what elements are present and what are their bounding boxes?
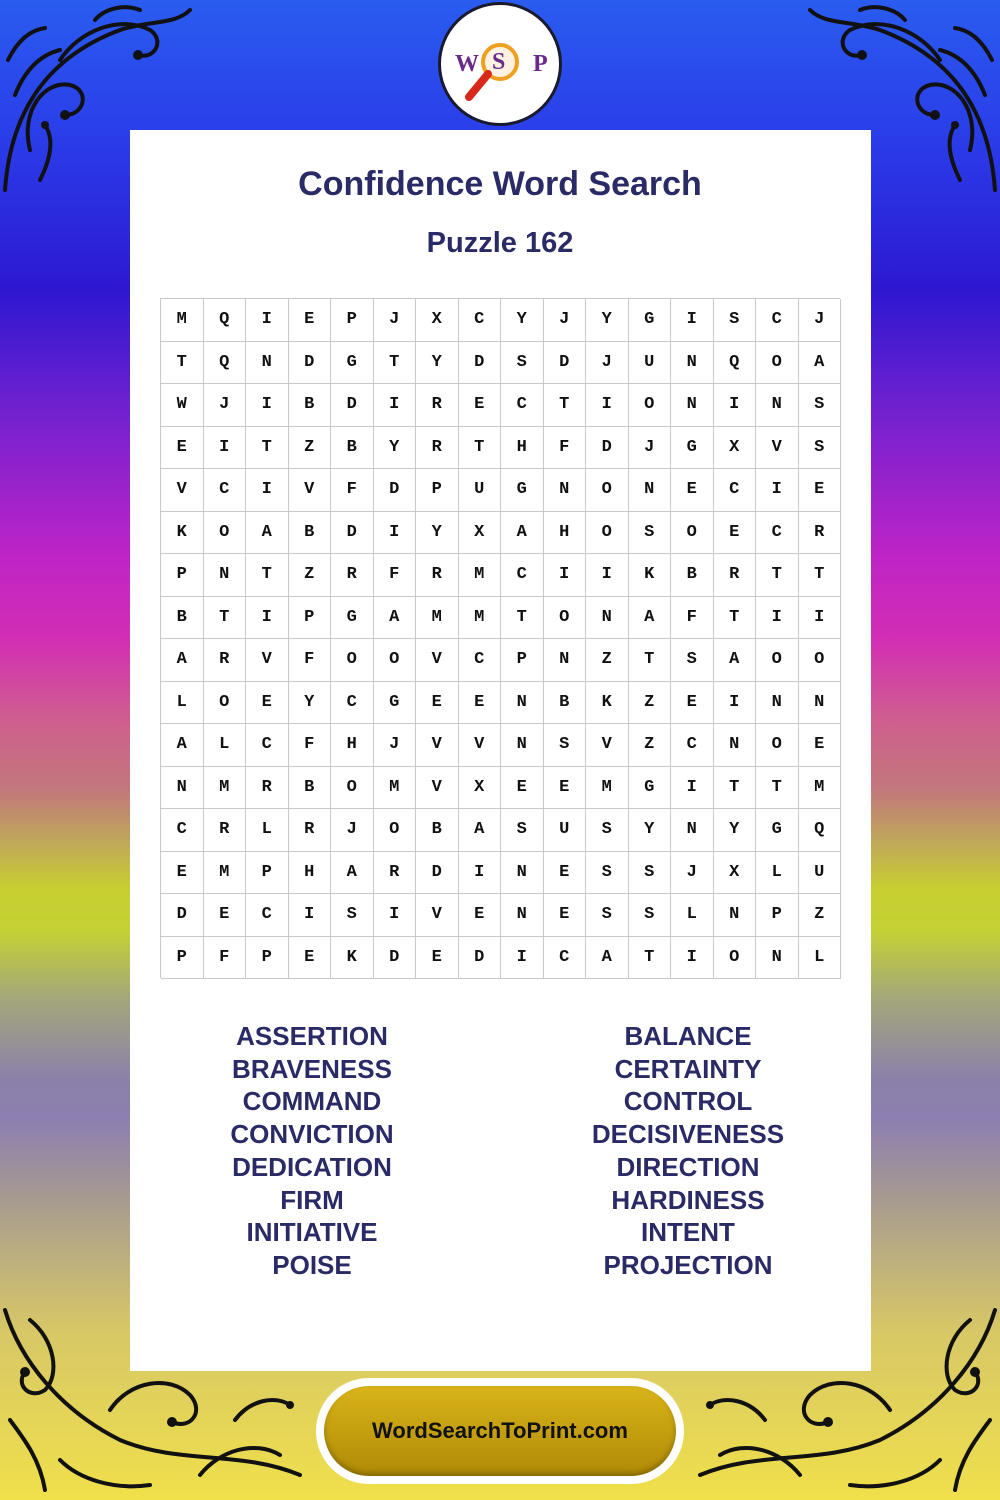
grid-cell[interactable]: N	[161, 767, 204, 810]
grid-cell[interactable]: O	[756, 342, 799, 385]
grid-cell[interactable]: E	[544, 767, 587, 810]
grid-cell[interactable]: N	[544, 639, 587, 682]
grid-cell[interactable]: A	[331, 852, 374, 895]
grid-cell[interactable]: I	[799, 597, 842, 640]
grid-cell[interactable]: F	[204, 937, 247, 980]
grid-cell[interactable]: V	[289, 469, 332, 512]
grid-cell[interactable]: N	[629, 469, 672, 512]
grid-cell[interactable]: F	[331, 469, 374, 512]
grid-cell[interactable]: T	[756, 554, 799, 597]
grid-cell[interactable]: F	[544, 427, 587, 470]
grid-cell[interactable]: S	[629, 512, 672, 555]
grid-cell[interactable]: H	[331, 724, 374, 767]
grid-cell[interactable]: E	[161, 427, 204, 470]
grid-cell[interactable]: Z	[629, 682, 672, 725]
grid-cell[interactable]: T	[629, 639, 672, 682]
word-list-item: INTENT	[641, 1217, 735, 1248]
grid-cell[interactable]: A	[161, 724, 204, 767]
grid-cell[interactable]: Y	[416, 342, 459, 385]
word-list-item: DEDICATION	[232, 1151, 392, 1182]
grid-cell[interactable]: L	[246, 809, 289, 852]
grid-cell[interactable]: O	[671, 512, 714, 555]
grid-cell[interactable]: S	[671, 639, 714, 682]
grid-cell[interactable]: T	[204, 597, 247, 640]
grid-cell[interactable]: R	[204, 639, 247, 682]
grid-cell[interactable]: M	[799, 767, 842, 810]
grid-cell[interactable]: V	[246, 639, 289, 682]
grid-cell[interactable]: S	[331, 894, 374, 937]
grid-cell[interactable]: G	[374, 682, 417, 725]
grid-cell[interactable]: D	[544, 342, 587, 385]
grid-cell[interactable]: M	[586, 767, 629, 810]
grid-cell[interactable]: X	[416, 299, 459, 342]
grid-cell[interactable]: P	[416, 469, 459, 512]
grid-cell[interactable]: T	[161, 342, 204, 385]
grid-cell[interactable]: K	[161, 512, 204, 555]
grid-cell[interactable]: I	[756, 597, 799, 640]
grid-cell[interactable]: I	[289, 894, 332, 937]
grid-cell[interactable]: I	[671, 767, 714, 810]
grid-cell[interactable]: R	[799, 512, 842, 555]
grid-cell[interactable]: N	[501, 852, 544, 895]
grid-cell[interactable]: V	[459, 724, 502, 767]
grid-cell[interactable]: T	[459, 427, 502, 470]
letter-grid[interactable]	[160, 298, 840, 978]
grid-cell[interactable]: J	[629, 427, 672, 470]
grid-cell[interactable]: V	[161, 469, 204, 512]
grid-cell[interactable]: J	[586, 342, 629, 385]
grid-cell[interactable]: S	[629, 894, 672, 937]
grid-cell[interactable]: A	[374, 597, 417, 640]
grid-cell[interactable]: I	[671, 937, 714, 980]
grid-cell[interactable]: J	[331, 809, 374, 852]
word-list-item: PROJECTION	[603, 1249, 773, 1280]
grid-cell[interactable]: G	[671, 427, 714, 470]
grid-cell[interactable]: N	[671, 384, 714, 427]
grid-cell[interactable]: N	[501, 682, 544, 725]
grid-cell[interactable]: N	[756, 384, 799, 427]
grid-cell[interactable]: D	[459, 342, 502, 385]
grid-cell[interactable]: T	[374, 342, 417, 385]
grid-cell[interactable]: S	[714, 299, 757, 342]
grid-cell[interactable]: U	[459, 469, 502, 512]
grid-cell[interactable]: Q	[714, 342, 757, 385]
grid-cell[interactable]: M	[416, 597, 459, 640]
grid-cell[interactable]: K	[586, 682, 629, 725]
grid-cell[interactable]: S	[501, 809, 544, 852]
word-list-item: CONVICTION	[230, 1119, 394, 1150]
grid-cell[interactable]: V	[416, 724, 459, 767]
word-list-item: ASSERTION	[236, 1021, 388, 1051]
grid-cell[interactable]: X	[459, 767, 502, 810]
grid-cell[interactable]: D	[586, 427, 629, 470]
logo-letter-p: P	[533, 51, 548, 77]
grid-cell[interactable]: O	[756, 639, 799, 682]
grid-cell[interactable]: N	[714, 724, 757, 767]
grid-cell[interactable]: S	[544, 724, 587, 767]
grid-cell[interactable]: B	[289, 512, 332, 555]
site-link-button[interactable]	[316, 1378, 684, 1484]
grid-cell[interactable]: A	[459, 809, 502, 852]
grid-cell[interactable]: Q	[204, 342, 247, 385]
grid-cell[interactable]: P	[161, 554, 204, 597]
grid-cell[interactable]: B	[416, 809, 459, 852]
grid-cell[interactable]: C	[459, 639, 502, 682]
grid-cell[interactable]: P	[161, 937, 204, 980]
grid-cell[interactable]: R	[714, 554, 757, 597]
grid-cell[interactable]: G	[331, 342, 374, 385]
grid-cell[interactable]: N	[756, 937, 799, 980]
grid-cell[interactable]: D	[161, 894, 204, 937]
grid-cell[interactable]: R	[204, 809, 247, 852]
grid-cell[interactable]: E	[204, 894, 247, 937]
grid-cell[interactable]: R	[374, 852, 417, 895]
grid-cell[interactable]: O	[374, 639, 417, 682]
grid-cell[interactable]: B	[289, 767, 332, 810]
grid-cell[interactable]: J	[671, 852, 714, 895]
word-list-item: COMMAND	[242, 1086, 382, 1117]
word-list-left	[112, 1020, 512, 1282]
grid-cell[interactable]: I	[374, 384, 417, 427]
grid-cell[interactable]: Q	[204, 299, 247, 342]
grid-cell[interactable]: F	[289, 639, 332, 682]
grid-cell[interactable]: L	[756, 852, 799, 895]
word-list-item: HARDINESS	[611, 1184, 765, 1215]
grid-cell[interactable]: I	[246, 384, 289, 427]
grid-cell[interactable]: M	[459, 597, 502, 640]
grid-cell[interactable]: Y	[586, 299, 629, 342]
grid-cell[interactable]: Z	[289, 554, 332, 597]
grid-cell[interactable]: E	[459, 894, 502, 937]
grid-cell[interactable]: E	[544, 894, 587, 937]
grid-cell[interactable]: N	[714, 894, 757, 937]
grid-cell[interactable]: U	[799, 852, 842, 895]
grid-cell[interactable]: I	[374, 512, 417, 555]
grid-cell[interactable]: Q	[799, 809, 842, 852]
grid-cell[interactable]: T	[544, 384, 587, 427]
grid-cell[interactable]: N	[501, 724, 544, 767]
grid-cell[interactable]: Y	[289, 682, 332, 725]
grid-cell[interactable]: A	[161, 639, 204, 682]
grid-cell[interactable]: E	[544, 852, 587, 895]
grid-cell[interactable]: O	[714, 937, 757, 980]
grid-cell[interactable]: C	[544, 937, 587, 980]
grid-cell[interactable]: G	[629, 767, 672, 810]
grid-cell[interactable]: T	[714, 767, 757, 810]
grid-cell[interactable]: N	[204, 554, 247, 597]
word-list-right	[488, 1020, 888, 1282]
word-list-item: POISE	[272, 1249, 352, 1280]
grid-cell[interactable]: B	[289, 384, 332, 427]
grid-cell[interactable]: L	[799, 937, 842, 980]
grid-cell[interactable]: A	[246, 512, 289, 555]
grid-cell[interactable]: S	[799, 384, 842, 427]
grid-cell[interactable]: E	[799, 724, 842, 767]
grid-cell[interactable]: I	[246, 469, 289, 512]
grid-cell[interactable]: P	[289, 597, 332, 640]
grid-cell[interactable]: E	[161, 852, 204, 895]
grid-cell[interactable]: O	[586, 469, 629, 512]
grid-cell[interactable]: V	[416, 894, 459, 937]
grid-cell[interactable]: C	[756, 512, 799, 555]
grid-cell[interactable]: H	[501, 427, 544, 470]
grid-cell[interactable]: E	[289, 937, 332, 980]
grid-cell[interactable]: T	[501, 597, 544, 640]
grid-cell[interactable]: C	[161, 809, 204, 852]
grid-cell[interactable]: T	[246, 427, 289, 470]
word-list-item: CONTROL	[623, 1086, 753, 1117]
grid-cell[interactable]: T	[714, 597, 757, 640]
grid-cell[interactable]: I	[586, 554, 629, 597]
grid-cell[interactable]: Z	[289, 427, 332, 470]
grid-cell[interactable]: X	[714, 427, 757, 470]
grid-cell[interactable]: O	[374, 809, 417, 852]
grid-cell[interactable]: Y	[501, 299, 544, 342]
puzzle-number: Puzzle 162	[426, 227, 574, 259]
grid-cell[interactable]: N	[671, 342, 714, 385]
grid-cell[interactable]: G	[756, 809, 799, 852]
grid-cell[interactable]: M	[459, 554, 502, 597]
grid-cell[interactable]: V	[416, 639, 459, 682]
grid-cell[interactable]: A	[799, 342, 842, 385]
grid-cell[interactable]: I	[501, 937, 544, 980]
grid-cell[interactable]: C	[204, 469, 247, 512]
grid-cell[interactable]: D	[374, 937, 417, 980]
grid-cell[interactable]: T	[756, 767, 799, 810]
site-link-label[interactable]: WordSearchToPrint.com	[324, 1386, 676, 1476]
grid-cell[interactable]: R	[289, 809, 332, 852]
word-list-item: DIRECTION	[616, 1151, 760, 1182]
grid-cell[interactable]: I	[671, 299, 714, 342]
grid-cell[interactable]: L	[204, 724, 247, 767]
grid-cell[interactable]: P	[501, 639, 544, 682]
logo-letter-w: W	[455, 51, 479, 77]
grid-cell[interactable]: G	[629, 299, 672, 342]
grid-cell[interactable]: C	[459, 299, 502, 342]
grid-cell[interactable]: O	[204, 512, 247, 555]
grid-cell[interactable]: Z	[629, 724, 672, 767]
grid-cell[interactable]: O	[331, 767, 374, 810]
grid-cell[interactable]: E	[246, 682, 289, 725]
grid-cell[interactable]: I	[374, 894, 417, 937]
grid-cell[interactable]: F	[289, 724, 332, 767]
grid-cell[interactable]: Z	[586, 639, 629, 682]
grid-cell[interactable]: I	[586, 384, 629, 427]
grid-cell[interactable]: N	[246, 342, 289, 385]
grid-cell[interactable]: S	[586, 809, 629, 852]
grid-cell[interactable]: R	[416, 384, 459, 427]
grid-cell[interactable]: X	[714, 852, 757, 895]
grid-cell[interactable]: Z	[799, 894, 842, 937]
grid-cell[interactable]: N	[544, 469, 587, 512]
grid-cell[interactable]: K	[629, 554, 672, 597]
grid-cell[interactable]: F	[374, 554, 417, 597]
grid-cell[interactable]: Y	[374, 427, 417, 470]
grid-cell[interactable]: P	[246, 937, 289, 980]
grid-cell[interactable]: I	[714, 384, 757, 427]
grid-cell[interactable]: E	[671, 682, 714, 725]
grid-cell[interactable]: R	[416, 554, 459, 597]
grid-cell[interactable]: D	[416, 852, 459, 895]
grid-cell[interactable]: H	[289, 852, 332, 895]
grid-cell[interactable]: C	[246, 724, 289, 767]
grid-cell[interactable]: N	[586, 597, 629, 640]
grid-cell[interactable]: V	[756, 427, 799, 470]
grid-cell[interactable]: A	[714, 639, 757, 682]
grid-cell[interactable]: I	[246, 597, 289, 640]
grid-cell[interactable]: O	[331, 639, 374, 682]
grid-cell[interactable]: U	[544, 809, 587, 852]
logo-letter-s: S	[492, 49, 506, 75]
grid-cell[interactable]: E	[671, 469, 714, 512]
grid-cell[interactable]: L	[161, 682, 204, 725]
grid-cell[interactable]: G	[501, 469, 544, 512]
grid-cell[interactable]: N	[756, 682, 799, 725]
grid-cell[interactable]: E	[459, 682, 502, 725]
grid-cell[interactable]: O	[544, 597, 587, 640]
grid-cell[interactable]: P	[331, 299, 374, 342]
page-title: Confidence Word Search	[298, 165, 702, 203]
grid-cell[interactable]: C	[331, 682, 374, 725]
grid-cell[interactable]: J	[374, 724, 417, 767]
grid-cell[interactable]: W	[161, 384, 204, 427]
grid-cell[interactable]: C	[501, 554, 544, 597]
grid-cell[interactable]: S	[501, 342, 544, 385]
grid-cell[interactable]: N	[671, 809, 714, 852]
grid-cell[interactable]: I	[756, 469, 799, 512]
grid-cell[interactable]: T	[799, 554, 842, 597]
grid-cell[interactable]: A	[586, 937, 629, 980]
grid-cell[interactable]: J	[374, 299, 417, 342]
grid-cell[interactable]: Y	[629, 809, 672, 852]
grid-cell[interactable]: E	[501, 767, 544, 810]
grid-cell[interactable]: L	[671, 894, 714, 937]
grid-cell[interactable]: O	[629, 384, 672, 427]
grid-cell[interactable]: C	[246, 894, 289, 937]
grid-cell[interactable]: F	[671, 597, 714, 640]
grid-cell[interactable]: S	[629, 852, 672, 895]
grid-cell[interactable]: M	[204, 767, 247, 810]
grid-cell[interactable]: P	[756, 894, 799, 937]
grid-cell[interactable]: R	[416, 427, 459, 470]
grid-cell[interactable]: Y	[416, 512, 459, 555]
grid-cell[interactable]: T	[246, 554, 289, 597]
grid-cell[interactable]: G	[331, 597, 374, 640]
grid-cell[interactable]: C	[714, 469, 757, 512]
grid-cell[interactable]: D	[289, 342, 332, 385]
grid-cell[interactable]: Y	[714, 809, 757, 852]
word-list-item: DECISIVENESS	[591, 1119, 785, 1150]
grid-cell[interactable]: B	[671, 554, 714, 597]
grid-cell[interactable]: I	[714, 682, 757, 725]
grid-cell[interactable]: U	[629, 342, 672, 385]
grid-cell[interactable]: M	[374, 767, 417, 810]
grid-cell[interactable]: S	[586, 852, 629, 895]
grid-cell[interactable]: S	[799, 427, 842, 470]
grid-cell[interactable]: E	[416, 682, 459, 725]
grid-cell[interactable]: E	[416, 937, 459, 980]
grid-cell[interactable]: J	[799, 299, 842, 342]
grid-cell[interactable]: C	[671, 724, 714, 767]
grid-cell[interactable]: P	[246, 852, 289, 895]
grid-cell[interactable]: K	[331, 937, 374, 980]
grid-cell[interactable]: D	[331, 384, 374, 427]
grid-cell[interactable]: O	[756, 724, 799, 767]
grid-cell[interactable]: B	[544, 682, 587, 725]
grid-cell[interactable]: T	[629, 937, 672, 980]
grid-cell[interactable]: D	[374, 469, 417, 512]
grid-cell[interactable]: S	[586, 894, 629, 937]
grid-cell[interactable]: C	[501, 384, 544, 427]
grid-cell[interactable]: C	[756, 299, 799, 342]
word-list-item: FIRM	[280, 1184, 344, 1215]
grid-cell[interactable]: B	[331, 427, 374, 470]
grid-cell[interactable]: R	[246, 767, 289, 810]
grid-cell[interactable]: E	[799, 469, 842, 512]
grid-cell[interactable]: O	[204, 682, 247, 725]
grid-cell[interactable]: J	[544, 299, 587, 342]
grid-cell[interactable]: I	[459, 852, 502, 895]
word-list-item: CERTAINTY	[614, 1053, 762, 1084]
grid-cell[interactable]: O	[799, 639, 842, 682]
grid-cell[interactable]: M	[161, 299, 204, 342]
grid-cell[interactable]: V	[586, 724, 629, 767]
grid-cell[interactable]: J	[204, 384, 247, 427]
grid-cell[interactable]: M	[204, 852, 247, 895]
grid-cell[interactable]: E	[714, 512, 757, 555]
grid-cell[interactable]: D	[331, 512, 374, 555]
word-list-item: BRAVENESS	[232, 1053, 392, 1084]
grid-cell[interactable]: N	[799, 682, 842, 725]
grid-cell[interactable]: I	[544, 554, 587, 597]
grid-cell[interactable]: X	[459, 512, 502, 555]
grid-cell[interactable]: D	[459, 937, 502, 980]
grid-cell[interactable]: E	[459, 384, 502, 427]
grid-cell[interactable]: R	[331, 554, 374, 597]
grid-cell[interactable]: O	[586, 512, 629, 555]
grid-cell[interactable]: A	[629, 597, 672, 640]
word-list-item: INITIATIVE	[246, 1217, 378, 1248]
grid-cell[interactable]: H	[544, 512, 587, 555]
grid-cell[interactable]: A	[501, 512, 544, 555]
grid-cell[interactable]: E	[289, 299, 332, 342]
grid-cell[interactable]: N	[501, 894, 544, 937]
word-list-item: BALANCE	[624, 1021, 752, 1051]
grid-cell[interactable]: I	[204, 427, 247, 470]
grid-cell[interactable]: I	[246, 299, 289, 342]
grid-cell[interactable]: V	[416, 767, 459, 810]
grid-cell[interactable]: B	[161, 597, 204, 640]
site-logo[interactable]	[438, 2, 562, 126]
